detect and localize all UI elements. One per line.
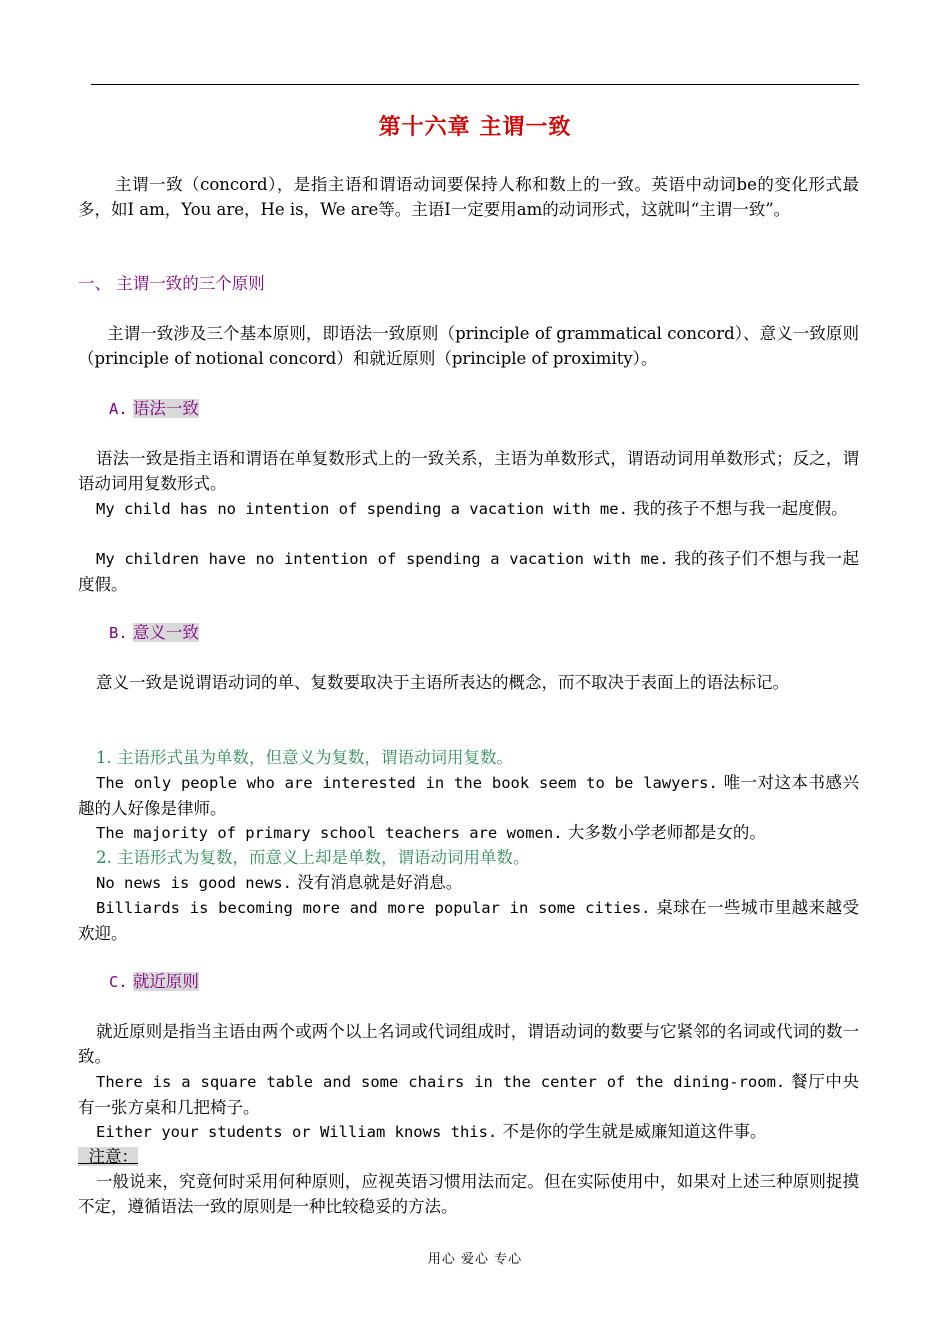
example-b4 — [78, 895, 859, 946]
example-c1-en: There is a square table and some chairs in the center of the dining-room. — [96, 1073, 786, 1091]
subheading-a — [78, 396, 859, 422]
example-b4-en: Billiards is becoming more and more popular in some cities. — [96, 899, 651, 917]
example-b3-zh: 没有消息就是好消息。 — [297, 873, 463, 892]
example-b1-en: The only people who are interested in the book seem to be lawyers. — [96, 774, 718, 792]
note-line — [78, 1144, 859, 1169]
example-b2-en: The majority of primary school teachers are women. — [96, 824, 563, 842]
example-c1-zh: 餐厅中央有一张方桌和几把椅子。 — [78, 1072, 859, 1117]
note-body: 一般说来，究竟何时采用何种原则，应视英语习惯用法而定。但在实际使用中，如果对上述三种原则捉摸不定，遵循语法一致的原则是一种比较稳妥的方法。 — [78, 1172, 859, 1216]
example-a2-zh: 我的孩子们不想与我一起度假。 — [78, 549, 860, 594]
point-b1: 1. 主语形式虽为单数，但意义为复数，谓语动词用复数。 — [96, 748, 513, 767]
point-b2: 2. 主语形式为复数，而意义上却是单数，谓语动词用单数。 — [96, 848, 530, 867]
subheading-c-letter: C. — [109, 973, 128, 991]
note-label-text: 注意： — [88, 1147, 138, 1166]
subheading-a-label: 语法一致 — [132, 399, 199, 418]
example-b1-zh: 唯一对这本书感兴趣的人好像是律师。 — [78, 773, 860, 818]
example-b2-zh: 大多数小学老师都是女的。 — [567, 823, 766, 842]
subsection-c-body: 就近原则是指当主语由两个或两个以上名词或代词组成时，谓语动词的数要与它紧邻的名词或代词的数一致。 — [78, 1022, 859, 1066]
page-title: 第十六章 主谓一致 — [378, 114, 572, 140]
example-c2 — [78, 1119, 859, 1145]
example-b4-zh: 桌球在一些城市里越来越受欢迎。 — [78, 898, 860, 943]
example-a2-en: My children have no intention of spending a vacation with me. — [96, 550, 669, 568]
subheading-a-letter: A. — [109, 400, 128, 418]
intro-paragraph: 主谓一致（concord），是指主语和谓语动词要保持人称和数上的一致。英语中动词be的变化形式最多，如I am，You are，He is，We are等。主语I一定要用am的动词形式，这就叫“主谓一致”。 — [78, 175, 859, 219]
example-b3 — [78, 870, 859, 896]
header-rule — [91, 84, 859, 85]
example-b1 — [78, 770, 859, 821]
note-label — [78, 1147, 138, 1166]
example-a1-zh: 我的孩子不想与我一起度假。 — [633, 499, 848, 518]
example-c1 — [78, 1069, 859, 1120]
subheading-c — [78, 969, 859, 995]
example-c2-zh: 不是你的学生就是威廉知道这件事。 — [502, 1122, 767, 1141]
section-intro: 主谓一致涉及三个基本原则，即语法一致原则（principle of grammatical concord）、意义一致原则（principle of notional concord）和就近原则（principle of proximity）。 — [78, 324, 859, 368]
subheading-c-label: 就近原则 — [132, 972, 199, 991]
subheading-b — [78, 620, 859, 646]
example-b2 — [78, 820, 859, 846]
subsection-b-body: 意义一致是说谓语动词的单、复数要取决于主语所表达的概念，而不取决于表面上的语法标记。 — [96, 673, 789, 692]
subheading-b-label: 意义一致 — [132, 623, 199, 642]
subheading-b-letter: B. — [109, 624, 128, 642]
section-heading: 一、 主谓一致的三个原则 — [78, 274, 265, 293]
example-a1 — [78, 496, 859, 522]
example-a1-en: My child has no intention of spending a vacation with me. — [96, 500, 628, 518]
example-c2-en: Either your students or William knows this. — [96, 1123, 498, 1141]
example-a2 — [78, 546, 859, 597]
page-footer: 用心 爱心 专心 — [427, 1252, 523, 1267]
subsection-a-body: 语法一致是指主语和谓语在单复数形式上的一致关系，主语为单数形式，谓语动词用单数形式；反之，谓语动词用复数形式。 — [78, 449, 859, 493]
example-b3-en: No news is good news. — [96, 874, 292, 892]
